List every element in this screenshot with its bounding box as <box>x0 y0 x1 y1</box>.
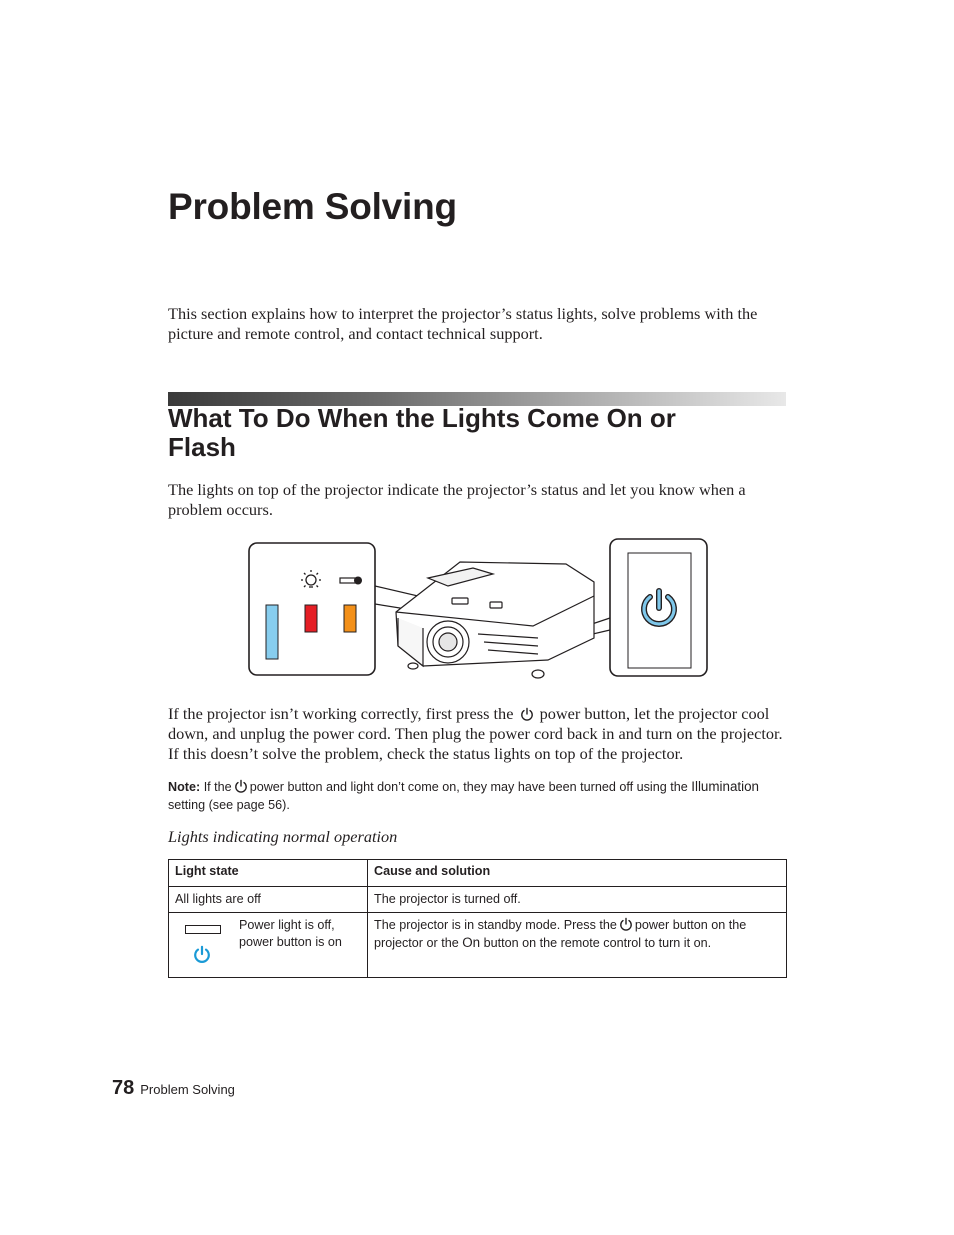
troubleshoot-paragraph <box>168 704 783 764</box>
power-button-on-icon <box>193 945 211 963</box>
power-icon <box>234 779 248 793</box>
cause-after: power button on the projector or the <box>374 918 747 950</box>
table-cell-cause <box>368 913 787 978</box>
power-icon <box>619 917 633 931</box>
note-label: Note: <box>168 780 201 794</box>
intro-paragraph: This section explains how to interpret the projector’s status lights, solve problems with the picture and remote control, and contact technical support. <box>168 304 758 343</box>
table-cell-state: All lights are off <box>169 887 368 913</box>
on-button-name: On <box>462 935 481 950</box>
power-light <box>266 605 278 659</box>
table-cell-state-text: Power light is off, power button is on <box>239 918 342 949</box>
table-cell-cause: The projector is turned off. <box>368 887 787 913</box>
status-lights-illustration <box>248 538 710 680</box>
illumination-setting: Illumination <box>691 779 759 794</box>
table-row <box>169 913 787 978</box>
note-after: power button and light don’t come on, they may have been turned off using the <box>249 780 688 794</box>
note-end: setting (see page 56). <box>168 798 290 812</box>
temperature-icon <box>340 577 362 585</box>
para2-after: power button, let the projector cool down, and unplug the power cord. Then plug the power cord back in and turn on the projector. If this doesn’t solve the problem, check the status lights on top of the projector. <box>168 704 783 763</box>
cause-end: button on the remote control to turn it on. <box>483 936 712 950</box>
table-header-light-state: Light state <box>169 860 368 887</box>
page-footer <box>112 1077 235 1100</box>
temperature-light <box>344 605 356 632</box>
table-row <box>169 887 787 913</box>
power-icon <box>520 707 534 721</box>
projector-icon <box>396 562 594 678</box>
table-caption: Lights indicating normal operation <box>168 827 398 846</box>
lamp-light <box>305 605 317 632</box>
table-cell-state <box>169 913 368 978</box>
table-header-cause: Cause and solution <box>368 860 787 887</box>
section-title: What To Do When the Lights Come On or Flash <box>168 403 676 462</box>
note-before: If the <box>203 780 232 794</box>
chapter-title: Problem Solving <box>168 186 457 227</box>
lights-intro-paragraph: The lights on top of the projector indicate the projector’s status and let you know when a problem occurs. <box>168 480 746 519</box>
cause-before: The projector is in standby mode. Press the <box>374 918 617 932</box>
page-number: 78 <box>112 1077 135 1099</box>
lights-table <box>168 859 787 978</box>
footer-section: Problem Solving <box>140 1082 235 1097</box>
power-light-off-indicator <box>185 925 221 934</box>
para2-before: If the projector isn’t working correctly, first press the <box>168 704 514 723</box>
note <box>168 778 783 814</box>
